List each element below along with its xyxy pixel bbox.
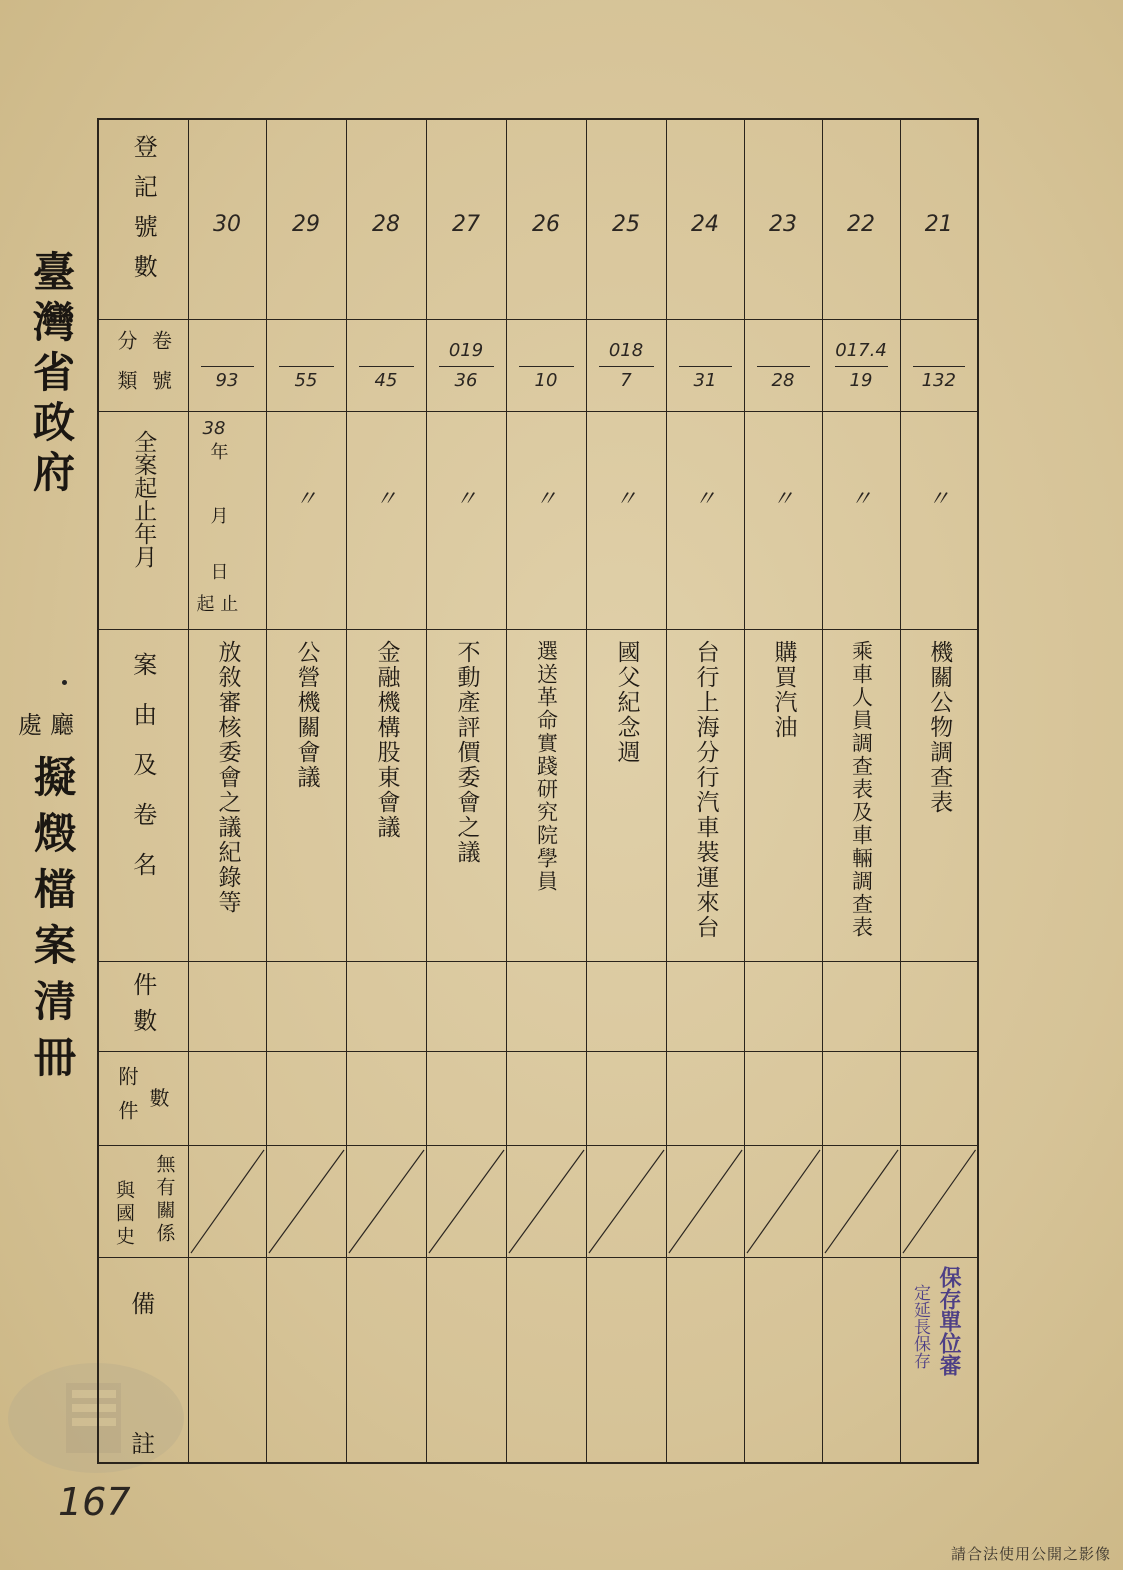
stamp-line-a: 保存單位審 [936, 1265, 962, 1376]
header-case: 案由及卷名 [98, 629, 188, 961]
row-period [98, 411, 978, 629]
document-subtitle: 擬燬檔案清冊 [28, 755, 77, 1091]
reg-cell: 24 [666, 119, 744, 319]
history-cell [586, 1145, 666, 1257]
period-cell: 〃 [506, 411, 586, 629]
reg-cell: 25 [586, 119, 666, 319]
history-cell [266, 1145, 346, 1257]
case-cell: 乘車人員調查表及車輛調查表 [822, 629, 900, 961]
class-cell: 45 [346, 319, 426, 411]
unit-label-chu: 處 [18, 711, 42, 739]
reg-cell: 26 [506, 119, 586, 319]
reg-cell: 22 [822, 119, 900, 319]
header-attachments: 附件 數 [98, 1051, 188, 1145]
class-cell: 018 7 [586, 319, 666, 411]
register-table [97, 118, 979, 1464]
row-history [98, 1145, 978, 1257]
history-cell [188, 1145, 266, 1257]
header-reg-no: 登記號數 [98, 119, 188, 319]
class-cell: 55 [266, 319, 346, 411]
footer-note: 請合法使用公開之影像 [950, 1545, 1111, 1563]
history-cell [900, 1145, 978, 1257]
row-classification [98, 319, 978, 411]
history-cell [666, 1145, 744, 1257]
reg-cell: 30 [188, 119, 266, 319]
case-cell: 機關公物調查表 [900, 629, 978, 961]
reg-cell: 29 [266, 119, 346, 319]
stamp-line-b: 定延長保存 [910, 1283, 930, 1369]
class-cell: 31 [666, 319, 744, 411]
case-cell: 選送革命實踐研究院學員 [506, 629, 586, 961]
period-cell: 〃 [822, 411, 900, 629]
case-cell: 不動產評價委會之議 [426, 629, 506, 961]
history-cell [744, 1145, 822, 1257]
history-cell [426, 1145, 506, 1257]
ink-dot [62, 680, 67, 685]
history-cell [506, 1145, 586, 1257]
row-reg-no [98, 119, 978, 319]
header-period: 全案起止年月 [98, 411, 188, 629]
case-cell: 台行上海分行汽車裝運來台 [666, 629, 744, 961]
class-cell: 93 [188, 319, 266, 411]
remark-cell-stamp [900, 1257, 978, 1463]
period-cell: 〃 [586, 411, 666, 629]
case-cell: 購買汽油 [744, 629, 822, 961]
case-cell: 國父紀念週 [586, 629, 666, 961]
history-cell [822, 1145, 900, 1257]
row-count [98, 961, 978, 1051]
period-cell: 〃 [266, 411, 346, 629]
header-history: 無有關係 與國史 [98, 1145, 188, 1257]
header-classification: 分類 卷號 [98, 319, 188, 411]
page-number: 167 [58, 1480, 131, 1524]
government-title: 臺灣省政府 [27, 250, 76, 500]
header-remarks: 備 註 [98, 1257, 188, 1463]
period-cell: 〃 [744, 411, 822, 629]
row-attachments [98, 1051, 978, 1145]
class-cell: 019 36 [426, 319, 506, 411]
class-cell: 017.4 19 [822, 319, 900, 411]
period-cell: 〃 [346, 411, 426, 629]
row-case [98, 629, 978, 961]
period-cell: 〃 [426, 411, 506, 629]
history-cell [346, 1145, 426, 1257]
period-cell: 〃 [666, 411, 744, 629]
class-cell: 28 [744, 319, 822, 411]
reg-cell: 27 [426, 119, 506, 319]
reg-cell: 23 [744, 119, 822, 319]
period-cell: 〃 [900, 411, 978, 629]
class-cell: 132 [900, 319, 978, 411]
unit-label-ting: 廳 [50, 711, 74, 739]
period-cell-first: 38 年 月 日 起 止 [188, 411, 266, 629]
header-count: 件數 [98, 961, 188, 1051]
reg-cell: 28 [346, 119, 426, 319]
class-cell: 10 [506, 319, 586, 411]
row-remarks [98, 1257, 978, 1463]
reg-cell: 21 [900, 119, 978, 319]
case-cell: 金融機構股東會議 [346, 629, 426, 961]
case-cell: 公營機關會議 [266, 629, 346, 961]
case-cell: 放敘審核委會之議紀錄等 [188, 629, 266, 961]
